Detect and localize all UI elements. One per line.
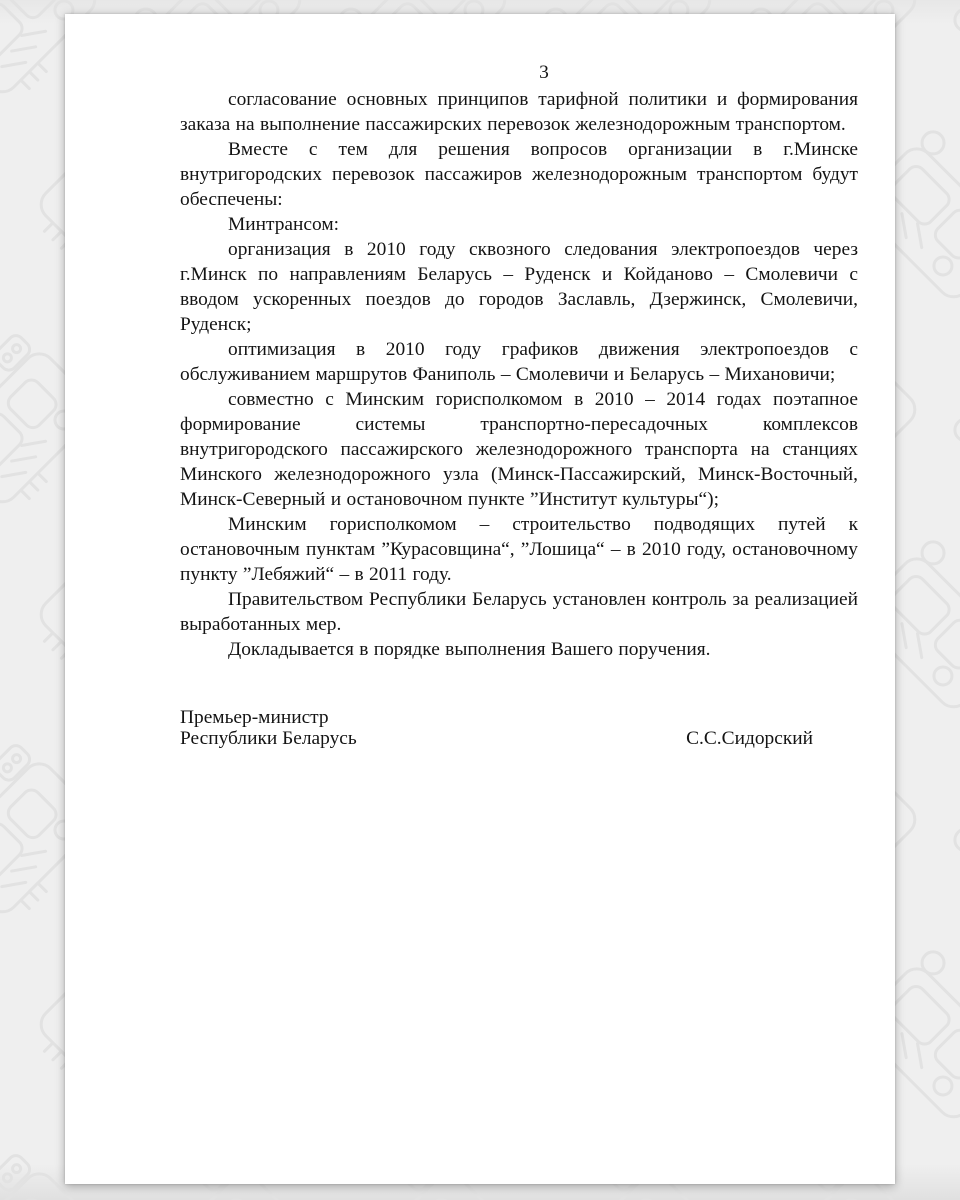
signature-title-line: Республики Беларусь: [180, 727, 357, 749]
document-page: [65, 14, 895, 1184]
paragraph: Докладывается в порядке выполнения Вашего поручения.: [228, 639, 711, 660]
page-number: 3: [539, 62, 549, 83]
paragraph: согласование основных принципов тарифной политики и формирования заказа на выполнение пассажирских перевозок железнодорожным транспортом.: [180, 89, 858, 135]
paragraph: Вместе с тем для решения вопросов организации в г.Минске внутригородских перевозок пассажиров железнодорожным транспортом будут обеспечены:: [180, 139, 858, 210]
gadget-icon: [946, 0, 960, 107]
paragraph: совместно с Минским горисполкомом в 2010 – 2014 годах поэтапное формирование системы транспортно-пересадочных комплексов внутригородского пассажирского железнодорожного транспорта на станциях Минского железнодорожного узла (Минск-Пассажирский, Минск-Восточный, Минск-Северный и остановочном пункте ”Институт культуры“);: [180, 389, 858, 510]
signature-title-line: Премьер-министр: [180, 707, 329, 728]
signature-name: С.С.Сидорский: [686, 727, 813, 749]
paragraph: оптимизация в 2010 году графиков движения электропоездов с обслуживанием маршрутов Фаниполь – Смолевичи и Беларусь – Михановичи;: [180, 339, 858, 385]
paragraph: Правительством Республики Беларусь установлен контроль за реализацией выработанных мер.: [180, 589, 858, 635]
gadget-icon: [946, 1148, 960, 1200]
signature-block: [180, 708, 858, 749]
gadget-icon: [946, 328, 960, 517]
paragraph: Минским горисполкомом – строительство подводящих путей к остановочным пунктам ”Курасовщина“, ”Лошица“ – в 2010 году, остановочному пункту ”Лебяжий“ – в 2011 году.: [180, 514, 858, 585]
paragraph: Минтрансом:: [228, 214, 339, 235]
paragraph: организация в 2010 году сквозного следования электропоездов через г.Минск по направлениям Беларусь – Руденск и Койданово – Смолевичи с вводом ускоренных поездов до городов Заславль, Дзержинск, Смолевичи, Руденск;: [180, 239, 858, 335]
document-body: [180, 87, 858, 662]
signature-title: [180, 708, 357, 749]
gadget-icon: [946, 738, 960, 927]
